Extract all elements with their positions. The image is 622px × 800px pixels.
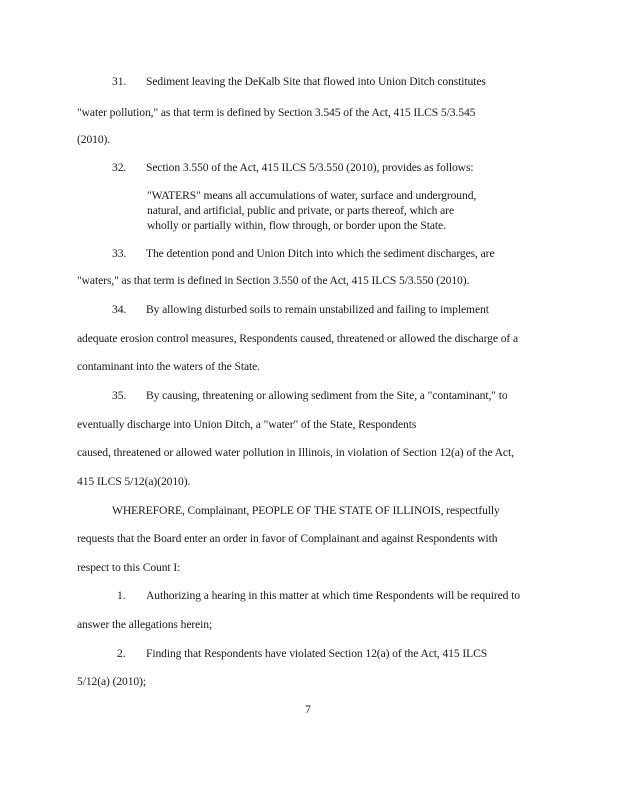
paragraph-35-line4: 415 ILCS 5/12(a)(2010). — [77, 475, 191, 488]
paragraph-35-number: 35. — [112, 389, 127, 402]
paragraph-33-line1: The detention pond and Union Ditch into which the sediment discharges, are — [146, 247, 495, 260]
wherefore-line3: respect to this Count I: — [77, 561, 181, 574]
wherefore-line1: WHEREFORE, Complainant, PEOPLE OF THE STATE OF ILLINOIS, respectfully — [112, 504, 500, 517]
paragraph-32-line1: Section 3.550 of the Act, 415 ILCS 5/3.550 (2010), provides as follows: — [146, 161, 474, 174]
paragraph-32-number: 32. — [112, 161, 127, 174]
paragraph-31-number: 31. — [112, 75, 127, 88]
paragraph-31-line1: Sediment leaving the DeKalb Site that flowed into Union Ditch constitutes — [146, 75, 486, 88]
item-2-line1: Finding that Respondents have violated Section 12(a) of the Act, 415 ILCS — [146, 647, 488, 660]
paragraph-34-line2: adequate erosion control measures, Respondents caused, threatened or allowed the discharge of a — [77, 332, 518, 345]
paragraph-35-line3: caused, threatened or allowed water pollution in Illinois, in violation of Section 12(a) of the Act, — [77, 446, 514, 459]
item-2-number: 2. — [117, 647, 126, 660]
quote-line3: wholly or partially within, flow through, or border upon the State. — [147, 219, 446, 232]
paragraph-33-number: 33. — [112, 247, 127, 260]
paragraph-34-line3: contaminant into the waters of the State. — [77, 360, 260, 373]
paragraph-34-number: 34. — [112, 303, 127, 316]
paragraph-33-line2: "waters," as that term is defined in Section 3.550 of the Act, 415 ILCS 5/3.550 (2010). — [77, 274, 470, 287]
item-2-line2: 5/12(a) (2010); — [77, 675, 147, 688]
quote-line2: natural, and artificial, public and private, or parts thereof, which are — [147, 204, 454, 217]
quote-line1: "WATERS" means all accumulations of water, surface and underground, — [147, 189, 477, 202]
item-1-number: 1. — [117, 589, 126, 602]
paragraph-31-line2: "water pollution," as that term is defined by Section 3.545 of the Act, 415 ILCS 5/3.545 — [77, 106, 476, 119]
paragraph-35-line2: eventually discharge into Union Ditch, a "water" of the State, Respondents — [77, 418, 417, 431]
paragraph-35-line1: By causing, threatening or allowing sediment from the Site, a "contaminant," to — [146, 389, 508, 402]
page-number: 7 — [305, 703, 311, 716]
item-1-line2: answer the allegations herein; — [77, 618, 213, 631]
paragraph-34-line1: By allowing disturbed soils to remain unstabilized and failing to implement — [146, 303, 489, 316]
paragraph-31-line3: (2010). — [77, 133, 111, 146]
item-1-line1: Authorizing a hearing in this matter at which time Respondents will be required to — [146, 589, 520, 602]
wherefore-line2: requests that the Board enter an order in favor of Complainant and against Respondents with — [77, 532, 498, 545]
